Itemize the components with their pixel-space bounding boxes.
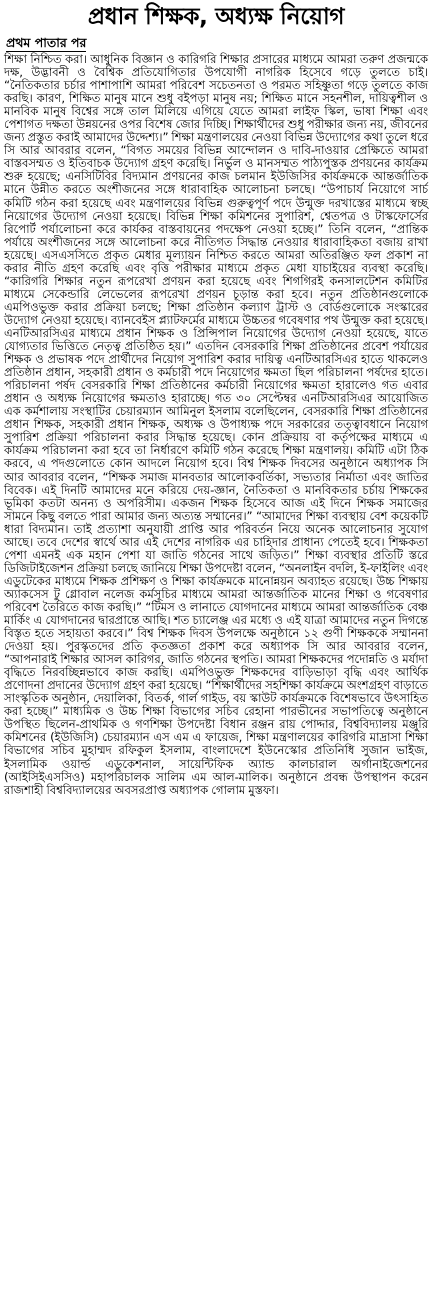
continuation-row <box>0 32 432 52</box>
continuation-label: প্রথম পাতার পর <box>6 35 87 50</box>
article-headline: প্রধান শিক্ষক, অধ্যক্ষ নিয়োগ <box>87 4 345 30</box>
article-body <box>4 53 428 797</box>
article-body-text: শিক্ষা নিশ্চিত করা। আধুনিক বিজ্ঞান ও কারিগরি শিক্ষার প্রসারের মাধ্যমে আমরা তরুণ প্রজন্মকে দক্ষ, উদ্ভাবনী ও বৈশ্বিক প্রতিযোগিতার উপযোগী নাগরিক হিসেবে গড়ে তুলতে চাই। “নৈতিকতার চর্চার পাশাপাশি আমরা পরিবেশ সচেতনতা ও পরমত সহিষ্ণুতা গড়ে তুলতে কাজ করছি। কারণ, শিক্ষিত মানুষ মানে শুধু বইপড়া মানুষ নয়; শিক্ষিত মানে সহনশীল, দায়িত্বশীল ও মানবিক মানুষ বিশ্বের সঙ্গে তাল মিলিয়ে এগিয়ে যেতে আমরা লাইফ স্কিল, ভাষা শিক্ষা এবং পেশাগত দক্ষতা উন্নয়নের ওপর বিশেষ জোর দিচ্ছি। শিক্ষার্থীদের শুধু পরীক্ষার জন্য নয়, জীবনের জন্য প্রস্তুত করাই আমাদের উদ্দেশ্য।” শিক্ষা মন্ত্রণালয়ের নেওয়া বিভিন্ন উদ্যোগের কথা তুলে ধরে সি আর আবরার বলেন, “বিগত সময়ের বিভিন্ন আন্দোলন ও দাবি-দাওয়ার প্রেক্ষিতে আমরা বাস্তবসম্মত ও ইতিবাচক উদ্যোগ গ্রহণ করেছি। নির্ভুল ও মানসম্মত পাঠ্যপুস্তক প্রণয়নের কার্যক্রম শুরু হয়েছে; এনসিটিবির বিদ্যমান প্রণয়নের কাজ চলমান ইউজিসির কার্যক্রমকে আন্তর্জাতিক মানে উন্নীত করতে অংশীজনের সঙ্গে ধারাবাহিক আলোচনা চলছে। “উপাচার্য নিয়োগে সার্চ কমিটি গঠন করা হয়েছে এবং মন্ত্রণালয়ের বিভিন্ন গুরুত্বপূর্ণ পদে উন্মুক্ত দরখাস্তের মাধ্যমে স্বচ্ছ নিয়োগের উদ্যোগ নেওয়া হয়েছে। বিভিন্ন শিক্ষা কমিশনের সুপারিশ, শ্বেতপত্র ও টাস্কফোর্সের রিপোর্ট পর্যালোচনা করে কার্যকর বাস্তবায়নের পদক্ষেপ নেওয়া হচ্ছে।” তিনি বলেন, “প্রান্তিক পর্যায়ে অংশীজনের সঙ্গে আলোচনা করে নীতিগত সিদ্ধান্ত নেওয়ার ধারাবাহিকতা বজায় রাখা হয়েছে। এসএসসিতে প্রকৃত মেধার মূল্যায়ন নিশ্চিত করতে আমরা অতিরঞ্জিত ফল প্রকাশ না করার নীতি গ্রহণ করেছি এবং বৃত্তি পরীক্ষার মাধ্যমে প্রকৃত মেধা যাচাইয়ের ব্যবস্থা করেছি। “কারিগরি শিক্ষার নতুন রূপরেখা প্রণয়ন করা হয়েছে এবং শিগগিরই কনসালটেশন কমিটির মাধ্যমে সেকেন্ডারি লেভেলের রূপরেখা প্রণয়ন চূড়ান্ত করা হবে। নতুন প্রতিষ্ঠানগুলোকে এমপিওভুক্ত করার প্রক্রিয়া চলছে; শিক্ষা প্রতিষ্ঠান কল্যাণ ট্রাস্ট ও বোর্ডগুলোকে সংস্কারের উদ্যোগ নেওয়া হয়েছে। ব্যানবেইস প্ল্যাটফর্মের মাধ্যমে উচ্চতর গবেষণার পথ উন্মুক্ত করা হয়েছে। এনটিআরসিএর মাধ্যমে প্রধান শিক্ষক ও প্রিন্সিপাল নিয়োগের উদ্যোগ নেওয়া হয়েছে, যাতে যোগ্যতার ভিত্তিতে নেতৃত্ব প্রতিষ্ঠিত হয়।” এতদিন বেসরকারি শিক্ষা প্রতিষ্ঠানের প্রবেশ পর্যায়ের শিক্ষক ও প্রভাষক পদে প্রার্থীদের নিয়োগ সুপারিশ করার দায়িত্ব এনটিআরসিএর হাতে থাকলেও প্রতিষ্ঠান প্রধান, সহকারী প্রধান ও কর্মচারী পদে নিয়োগের ক্ষমতা ছিল পরিচালনা পর্ষদের হাতে। পরিচালনা পর্ষদ বেসরকারি শিক্ষা প্রতিষ্ঠানের কর্মচারী নিয়োগের ক্ষমতা হারালেও গত এবার প্রধান ও অধ্যক্ষ নিয়োগের ক্ষমতাও হারাচ্ছে। গত ৩০ সেপ্টেম্বর এনটিআরসিএর আয়োজিত এক কর্মশালায় সংস্থাটির চেয়ারম্যান আমিনুল ইসলাম বলেছিলেন, বেসরকারি শিক্ষা প্রতিষ্ঠানের প্রধান শিক্ষক, সহকারী প্রধান শিক্ষক, অধ্যক্ষ ও উপাধ্যক্ষ পদে সরকারের তত্ত্বাবধানে নিয়োগ সুপারিশ প্রক্রিয়া পরিচালনা করার সিদ্ধান্ত হয়েছে। কোন প্রক্রিয়ায় বা কর্তৃপক্ষের মাধ্যমে এ কার্যক্রম পরিচালনা করা হবে তা নির্ধারণে কমিটি গঠন করেছে শিক্ষা মন্ত্রণালয়। কমিটি এটা ঠিক করবে, এ পদগুলোতে কোন আদলে নিয়োগ হবে। বিশ্ব শিক্ষক দিবসের অনুষ্ঠানে অধ্যাপক সি আর আবরার বলেন, “শিক্ষক সমাজ মানবতার আলোকবর্তিকা, সভ্যতার নির্মাতা এবং জাতির বিবেক। এই দিনটি আমাদের মনে করিয়ে দেয়-জ্ঞান, নৈতিকতা ও মানবিকতার চর্চায় শিক্ষকের ভূমিকা কতটা অনন্য ও অপরিসীম। একজন শিক্ষক হিসেবে আজ এই দিনে শিক্ষক সমাজের সামনে কিছু বলতে পারা আমার জন্য অত্যন্ত সম্মানের।” “আমাদের শিক্ষা ব্যবস্থায় বেশ কয়েকটি ধারা বিদ্যমান। তাই প্রত্যাশা অনুযায়ী প্রাপ্তি আর পরিবর্তন নিয়ে অনেক আলোচনার সুযোগ আছে। তবে দেশের স্বার্থে আর এই দেশের নাগরিক এর চাহিদার প্রাধান্য পেতেই হবে। শিক্ষকতা পেশা এমনই এক মহান পেশা যা জাতি গঠনের সাথে জড়িত।” শিক্ষা ব্যবস্থার প্রতিটি স্তরে ডিজিটাইজেশন প্রক্রিয়া চলছে জানিয়ে শিক্ষা উপদেষ্টা বলেন, “অনলাইন বদলি, ই-ফাইলিং এবং এডুটেকের মাধ্যমে শিক্ষক প্রশিক্ষণ ও শিক্ষা কার্যক্রমকে মানোন্নয়ন অব্যাহত রয়েছে। উচ্চ শিক্ষায় অ্যাকসেস টু গ্লোবাল নলেজ কর্মসূচির মাধ্যমে আমরা আন্তর্জাতিক মানের শিক্ষা ও গবেষণার পরিবেশ তৈরিতে কাজ করছি।” “টিমস ও লানাতে যোগদানের মাধ্যমে আমরা আন্তর্জাতিক বেঞ্চ মার্কিং এ যোগদানের দ্বারপ্রান্তে আছি। শত চ্যালেঞ্জ এর মধ্যে ও এই যাত্রা আমাদের নতুন দিগন্তে বিস্তৃত হতে সহায়তা করবে।” বিশ্ব শিক্ষক দিবস উপলক্ষে অনুষ্ঠানে ১২ গুণী শিক্ষককে সম্মাননা দেওয়া হয়। পুরস্কৃতদের প্রতি কৃতজ্ঞতা প্রকাশ করে অধ্যাপক সি আর আবরার বলেন, “আপনারাই শিক্ষার আসল কারিগর, জাতি গঠনের স্থপতি। আমরা শিক্ষকদের পদোন্নতি ও মর্যাদা বৃদ্ধিতে নিরবচ্ছিন্নভাবে কাজ করছি। এমপিওভুক্ত শিক্ষকদের বাড়িভাড়া বৃদ্ধি এবং আর্থিক প্রণোদনা প্রদানের উদ্যোগ গ্রহণ করা হয়েছে। “শিক্ষার্থীদের সহশিক্ষা কার্যক্রমে অংশগ্রহণ বাড়াতে সাংস্কৃতিক অনুষ্ঠান, দেয়ালিকা, বিতর্ক, গার্ল গাইড, বয় স্কাউট কার্যক্রমকে বিশেষভাবে উৎসাহিত করা হচ্ছে।” মাধ্যমিক ও উচ্চ শিক্ষা বিভাগের সচিব রেহানা পারভীনের সভাপতিত্বে অনুষ্ঠানে উপস্থিত ছিলেন-প্রাথমিক ও গণশিক্ষা উপদেষ্টা বিধান রঞ্জন রায় পোদ্দার, বিশ্ববিদ্যালয় মঞ্জুরি কমিশনের (ইউজিসি) চেয়ারম্যান এস এম এ ফায়েজ, শিক্ষা মন্ত্রণালয়ের কারিগরি মাদ্রাসা শিক্ষা বিভাগের সচিব মুহাম্মদ রফিকুল ইসলাম, বাংলাদেশে ইউনেস্কোর প্রতিনিধি সুজান ভাইজ, ইসলামিক ওয়ার্ল্ড এডুকেশনাল, সায়েন্টিফিক অ্যান্ড কালচারাল অর্গানাইজেশনের (আইসিইএসসিও) মহাপরিচালক সালিম এম আল-মালিক। অনুষ্ঠানে প্রবন্ধ উপস্থাপন করেন রাজশাহী বিশ্ববিদ্যালয়ের অবসরপ্রাপ্ত অধ্যাপক গোলাম মুস্তফা। <box>4 52 429 797</box>
